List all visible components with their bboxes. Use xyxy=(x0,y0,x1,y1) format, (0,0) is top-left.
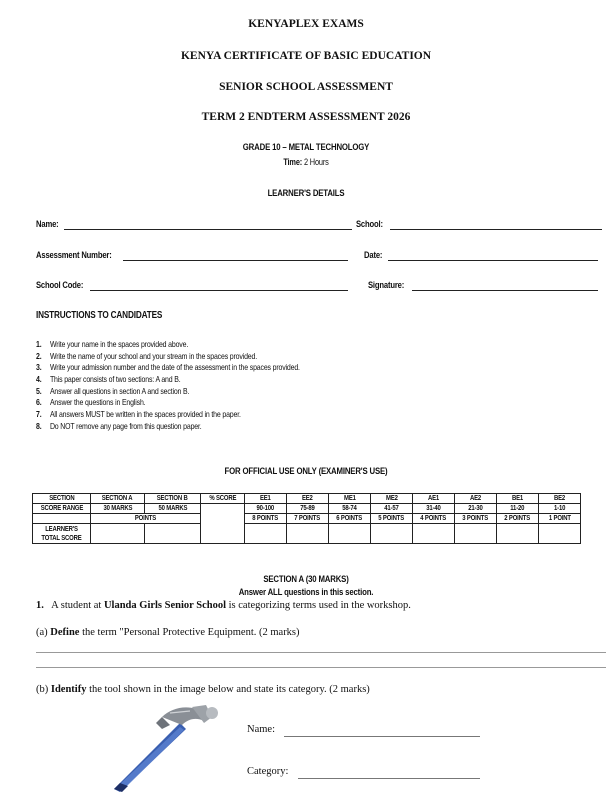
time-value: 2 Hours xyxy=(303,157,329,167)
table-row xyxy=(33,504,581,514)
section-a-instruction: Answer ALL questions in this section. xyxy=(238,587,374,598)
table-row xyxy=(33,524,581,544)
table-cell xyxy=(455,524,497,544)
answer-line[interactable] xyxy=(36,652,606,653)
points-label-cell: POINTS xyxy=(91,514,201,524)
instruction-item: 5. Answer all questions in section A and section B. xyxy=(36,385,190,396)
instruction-item: 1. Write your name in the spaces provided above. xyxy=(36,339,189,349)
instruction-item: 4. This paper consists of two sections: A and B. xyxy=(36,374,181,385)
instruction-item: 7. All answers MUST be written in the spaces provided in the paper. xyxy=(36,409,241,420)
table-cell: 11-20 xyxy=(497,504,539,514)
table-cell: 21-30 xyxy=(455,504,497,514)
question-1a: (a) Define the term "Personal Protective Equipment. (2 marks) xyxy=(36,627,300,638)
table-cell xyxy=(539,524,581,544)
ball-peen-hammer-icon xyxy=(100,703,220,792)
table-cell: % SCORE xyxy=(201,494,245,504)
table-cell: 8 POINTS xyxy=(245,514,287,524)
table-cell: EE1 xyxy=(245,494,287,504)
signature-field[interactable] xyxy=(412,290,598,291)
table-cell[interactable] xyxy=(201,504,245,544)
table-cell: 75-89 xyxy=(287,504,329,514)
instructions-title: INSTRUCTIONS TO CANDIDATES xyxy=(36,310,163,321)
answer-line[interactable] xyxy=(36,667,606,668)
table-cell: 90-100 xyxy=(245,504,287,514)
table-cell xyxy=(245,524,287,544)
time-line xyxy=(55,157,557,167)
table-row xyxy=(33,494,581,504)
table-cell: SECTION A xyxy=(91,494,145,504)
table-cell: 2 POINTS xyxy=(497,514,539,524)
table-cell: EE2 xyxy=(287,494,329,504)
time-label: Time: xyxy=(283,157,303,167)
table-cell: 30 MARKS xyxy=(91,504,145,514)
table-cell: SECTION xyxy=(33,494,91,504)
table-cell xyxy=(413,524,455,544)
table-cell xyxy=(33,514,91,524)
section-b-score-cell[interactable] xyxy=(145,524,201,544)
instruction-item: 6. Answer the questions in English. xyxy=(36,397,146,408)
instruction-item: 2. Write the name of your school and your stream in the spaces provided. xyxy=(36,350,258,361)
table-cell: 1-10 xyxy=(539,504,581,514)
table-cell: 58-74 xyxy=(329,504,371,514)
table-cell: AE2 xyxy=(455,494,497,504)
table-cell xyxy=(329,524,371,544)
table-cell: 41-57 xyxy=(371,504,413,514)
name-field-label: Name: xyxy=(36,219,59,229)
exam-org: KENYAPLEX EXAMS xyxy=(248,18,364,30)
table-cell: SCORE RANGE xyxy=(33,504,91,514)
table-cell: 31-40 xyxy=(413,504,455,514)
school-code-field[interactable] xyxy=(90,290,348,291)
assessment-title: SENIOR SCHOOL ASSESSMENT xyxy=(219,81,393,93)
assessment-number-label: Assessment Number: xyxy=(36,250,112,260)
table-cell: 3 POINTS xyxy=(455,514,497,524)
tool-name-field[interactable] xyxy=(284,736,480,737)
table-cell: 6 POINTS xyxy=(329,514,371,524)
table-cell: 7 POINTS xyxy=(287,514,329,524)
section-a-title: SECTION A (30 MARKS) xyxy=(263,574,349,585)
school-field[interactable] xyxy=(390,229,602,230)
assessment-number-field[interactable] xyxy=(123,260,348,261)
instructions-list xyxy=(36,339,556,433)
tool-category-label: Category: xyxy=(247,766,289,777)
table-cell: AE1 xyxy=(413,494,455,504)
name-field[interactable] xyxy=(64,229,352,230)
question-1b: (b) Identify the tool shown in the image below and state its category. (2 marks) xyxy=(36,684,370,695)
signature-field-label: Signature: xyxy=(368,280,405,290)
table-cell xyxy=(497,524,539,544)
question-1: 1. A student at Ulanda Girls Senior School is categorizing terms used in the workshop. xyxy=(36,600,411,611)
table-row xyxy=(33,514,581,524)
section-a-score-cell[interactable] xyxy=(91,524,145,544)
table-cell: BE2 xyxy=(539,494,581,504)
table-cell xyxy=(371,524,413,544)
table-cell: LEARNER'S TOTAL SCORE xyxy=(33,524,91,544)
date-field-label: Date: xyxy=(364,250,383,260)
school-field-label: School: xyxy=(356,219,383,229)
school-code-label: School Code: xyxy=(36,280,84,290)
instruction-item: 8. Do NOT remove any page from this question paper. xyxy=(36,420,202,431)
date-field[interactable] xyxy=(388,260,598,261)
grade-subject: GRADE 10 – METAL TECHNOLOGY xyxy=(242,142,370,153)
learner-details-title: LEARNER'S DETAILS xyxy=(267,188,345,199)
table-cell: 4 POINTS xyxy=(413,514,455,524)
table-cell: ME2 xyxy=(371,494,413,504)
instruction-item: 3. Write your admission number and the date of the assessment in the spaces provided. xyxy=(36,362,300,373)
table-cell xyxy=(287,524,329,544)
table-cell: 5 POINTS xyxy=(371,514,413,524)
official-use-title: FOR OFFICIAL USE ONLY (EXAMINER'S USE) xyxy=(224,466,388,477)
score-table xyxy=(32,493,581,544)
table-cell: BE1 xyxy=(497,494,539,504)
table-cell: ME1 xyxy=(329,494,371,504)
certificate-title: KENYA CERTIFICATE OF BASIC EDUCATION xyxy=(180,50,432,62)
term-title: TERM 2 ENDTERM ASSESSMENT 2026 xyxy=(201,111,411,123)
tool-category-field[interactable] xyxy=(298,778,480,779)
table-cell: 1 POINT xyxy=(539,514,581,524)
tool-name-label: Name: xyxy=(247,724,275,735)
table-cell: SECTION B xyxy=(145,494,201,504)
table-cell: 50 MARKS xyxy=(145,504,201,514)
